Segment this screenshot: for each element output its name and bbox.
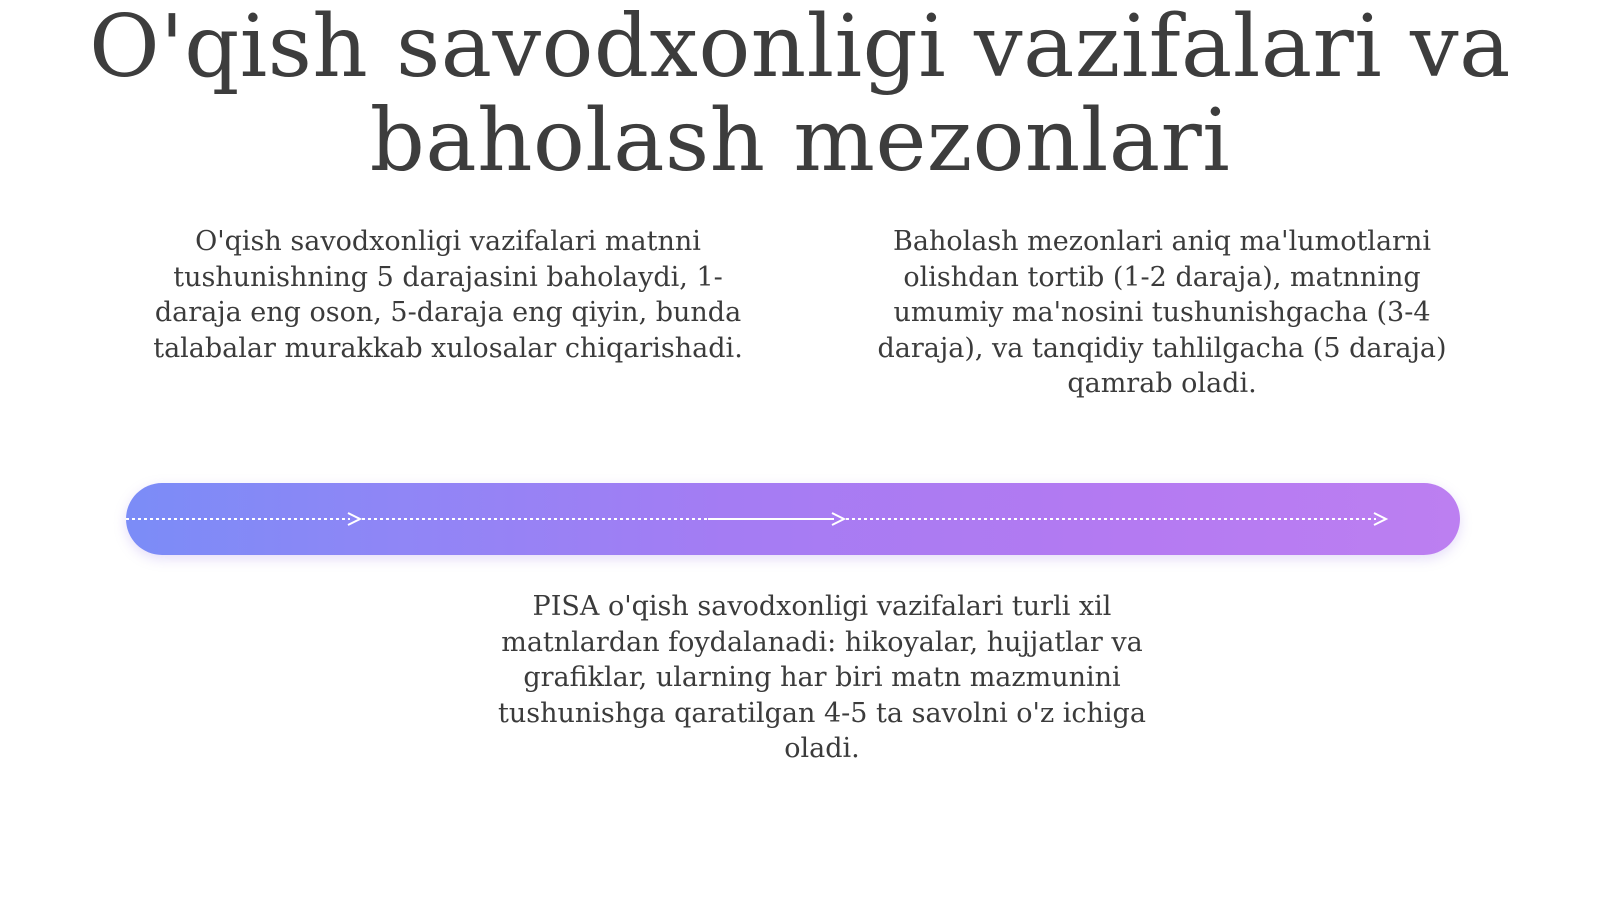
paragraph-bottom: PISA o'qish savodxonligi vazifalari turli xil matnlardan foydalanadi: hikoyalar, hujjatlar va grafiklar, ularning har biri matn mazmunini tushunishga qaratilgan 4-5 ta savolni o'z ichiga oladi. <box>498 591 1146 764</box>
timeline-arrows <box>126 483 1460 555</box>
paragraph-left: O'qish savodxonligi vazifalari matnni tushunishning 5 darajasini baholaydi, 1-daraja eng oson, 5-daraja eng qiyin, bunda talabalar murakkab xulosalar chiqarishadi. <box>153 226 743 364</box>
paragraph-right: Baholash mezonlari aniq ma'lumotlarni olishdan tortib (1-2 daraja), matnning umumiy ma'nosini tushunishgacha (3-4 daraja), va tanqidiy tahlilgacha (5 daraja) qamrab oladi. <box>877 226 1447 399</box>
timeline-bar <box>126 483 1460 555</box>
slide-title: O'qish savodxonligi vazifalari va baholash mezonlari <box>89 0 1511 191</box>
